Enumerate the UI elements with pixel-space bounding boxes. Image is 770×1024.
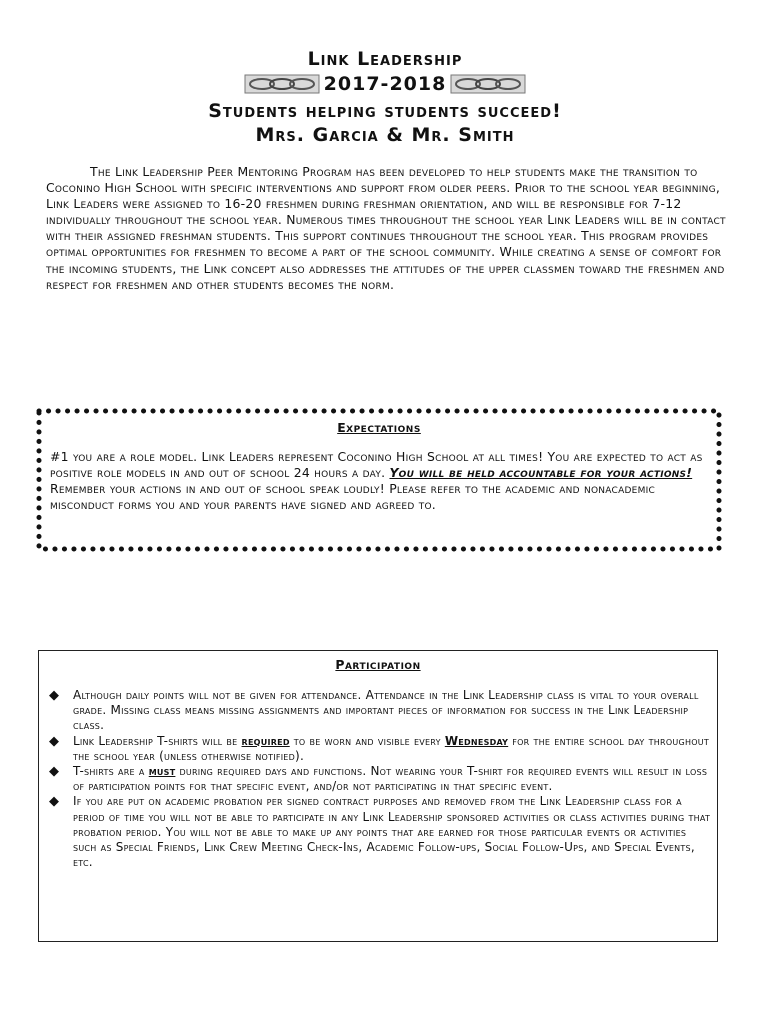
year-row — [0, 72, 770, 96]
diamond-bullet-icon: ◆ — [49, 688, 60, 703]
expectations-box — [36, 408, 722, 552]
expectations-text-2: Remember your actions in and out of school speak loudly! Please refer to the academic and nonacademic misconduct forms you and your parents have signed and agreed to. — [50, 481, 656, 513]
list-item — [49, 794, 711, 870]
item-text: Although daily points will not be given for attendance. Attendance in the Link Leadership class is vital to your overall grade. Missing class means missing assignments and important pieces of information for success in the Link Leadership class. — [73, 688, 699, 733]
participation-heading: Participation — [335, 657, 421, 672]
intro-paragraph — [46, 164, 726, 293]
diamond-bullet-icon: ◆ — [49, 733, 60, 749]
item-text: Link Leadership T-shirts will be — [73, 733, 242, 748]
expectations-text — [50, 449, 710, 513]
item-text: to be worn and visible every — [289, 733, 445, 748]
diamond-bullet-icon: ◆ — [49, 794, 60, 810]
teachers: Mrs. Garcia & Mr. Smith — [255, 124, 515, 146]
list-item — [49, 734, 711, 764]
item-text: If you are put on academic probation per signed contract purposes and removed from the Link Leadership class for a period of time you will not be able to participate in any Link Leadership sponsored activities or class activities during that probation period. You will not be able to make up any points that are earned for those particular events or activities such as Special Friends, Link Crew Meeting Check-Ins, Academic Follow-ups, Social Follow-Ups, and Special Events, etc. — [73, 794, 711, 870]
chain-icon — [244, 74, 320, 94]
participation-list — [49, 688, 711, 870]
intro-text: The Link Leadership Peer Mentoring Program has been developed to help students make the transition to Coconino High School with specific interventions and support from older peers. Prior to the school year beginning, Link Leaders were assigned to 16-20 freshmen during freshman orientation, and will be responsible for 7-12 individually throughout the school year. Numerous times throughout the school year Link Leaders will be in contact with their assigned freshman students. This support continues throughout the school year. This program provides optimal opportunities for freshmen to become a part of the school community. While creating a sense of comfort for the incoming students, the Link concept also addresses the attitudes of the upper classmen toward the freshmen and respect for freshmen and other students becomes the norm. — [46, 164, 726, 292]
motto: Students helping students succeed! — [208, 100, 562, 122]
wednesday-emphasis: Wednesday — [444, 733, 509, 748]
document-title: Link Leadership — [307, 48, 463, 70]
school-year: 2017-2018 — [323, 73, 447, 95]
item-text: for the entire school day throughout the school year (unless otherwise notified). — [73, 733, 709, 763]
expectations-text-1: #1 you are a role model. Link Leaders represent Coconino High School at all times! You are expected to act as positive role models in and out of school 24 hours a day. — [50, 449, 703, 481]
must-emphasis: must — [148, 764, 176, 779]
diamond-bullet-icon: ◆ — [49, 764, 60, 780]
chain-icon — [450, 74, 526, 94]
item-text: T-shirts are a — [73, 764, 149, 779]
required-emphasis: required — [241, 733, 290, 748]
participation-box — [38, 650, 718, 942]
expectations-heading: Expectations — [337, 420, 421, 435]
item-text: during required days and functions. Not wearing your T-shirt for required events will result in loss of participation points for that specific event, and/or not participating in that specific event. — [73, 764, 708, 794]
list-item — [49, 764, 711, 794]
accountability-emphasis: You will be held accountable for your actions! — [389, 465, 693, 481]
list-item — [49, 688, 711, 734]
